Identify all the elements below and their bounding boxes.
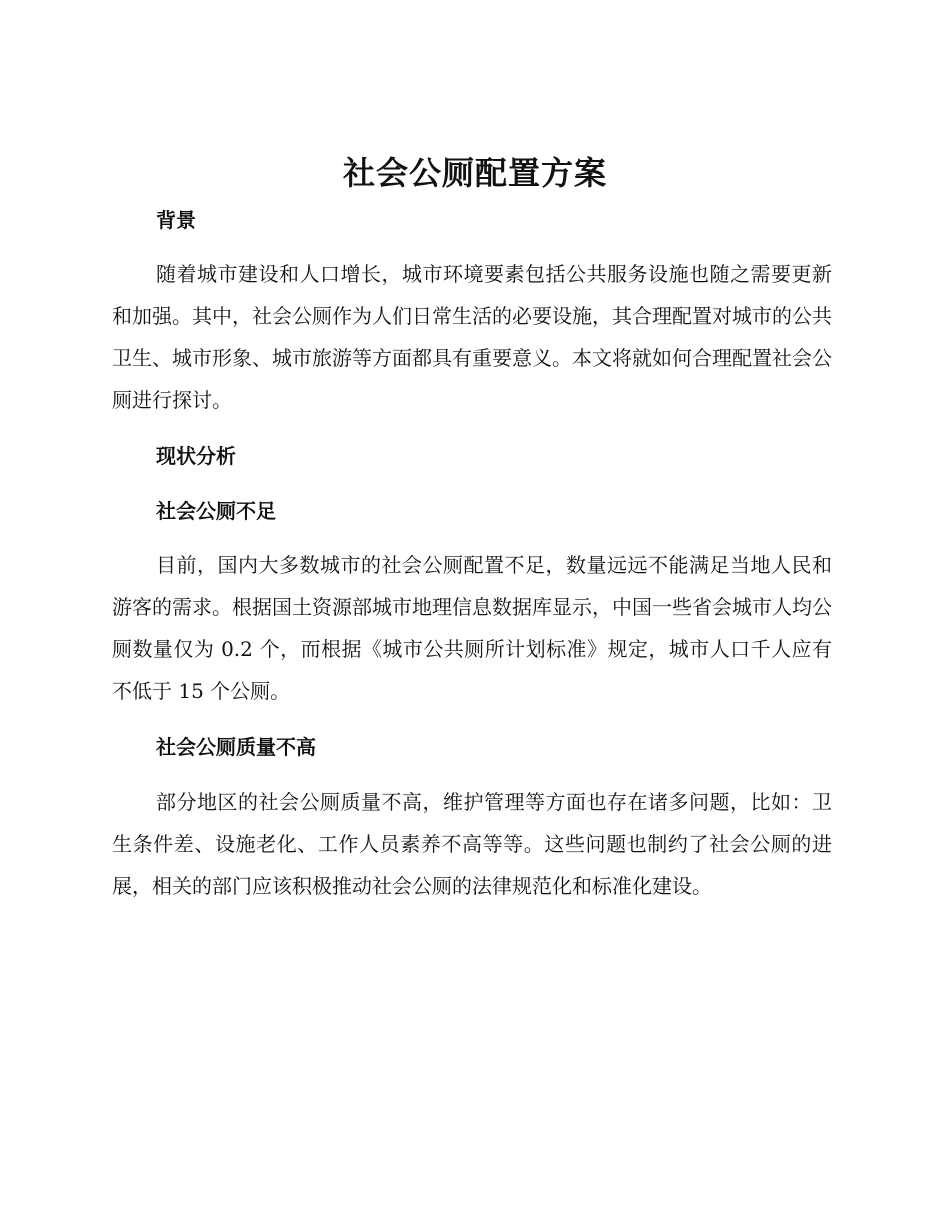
paragraph-low-quality: 部分地区的社会公厕质量不高，维护管理等方面也存在诸多问题，比如：卫生条件差、设施老化、工作人员素养不高等等。这些问题也制约了社会公厕的进展，相关的部门应该积极推动社会公厕的法律规范化和标准化建设。 [112, 790, 832, 898]
section-heading-low-quality: 社会公厕质量不高 [156, 735, 316, 759]
section-heading-insufficient-toilets: 社会公厕不足 [156, 499, 276, 523]
section-heading-background: 背景 [156, 208, 196, 232]
page-title: 社会公厕配置方案 [342, 154, 607, 192]
section-heading-status-analysis: 现状分析 [156, 444, 236, 468]
paragraph-insufficient-toilets: 目前，国内大多数城市的社会公厕配置不足，数量远远不能满足当地人民和游客的需求。根据国土资源部城市地理信息数据库显示，中国一些省会城市人均公厕数量仅为 0.2 个，而根据《城市公共厕所计划标准》规定，城市人口千人应有不低于 15 个公厕。 [112, 553, 832, 703]
paragraph-background: 随着城市建设和人口增长，城市环境要素包括公共服务设施也随之需要更新和加强。其中，社会公厕作为人们日常生活的必要设施，其合理配置对城市的公共卫生、城市形象、城市旅游等方面都具有重要意义。本文将就如何合理配置社会公厕进行探讨。 [112, 262, 832, 412]
